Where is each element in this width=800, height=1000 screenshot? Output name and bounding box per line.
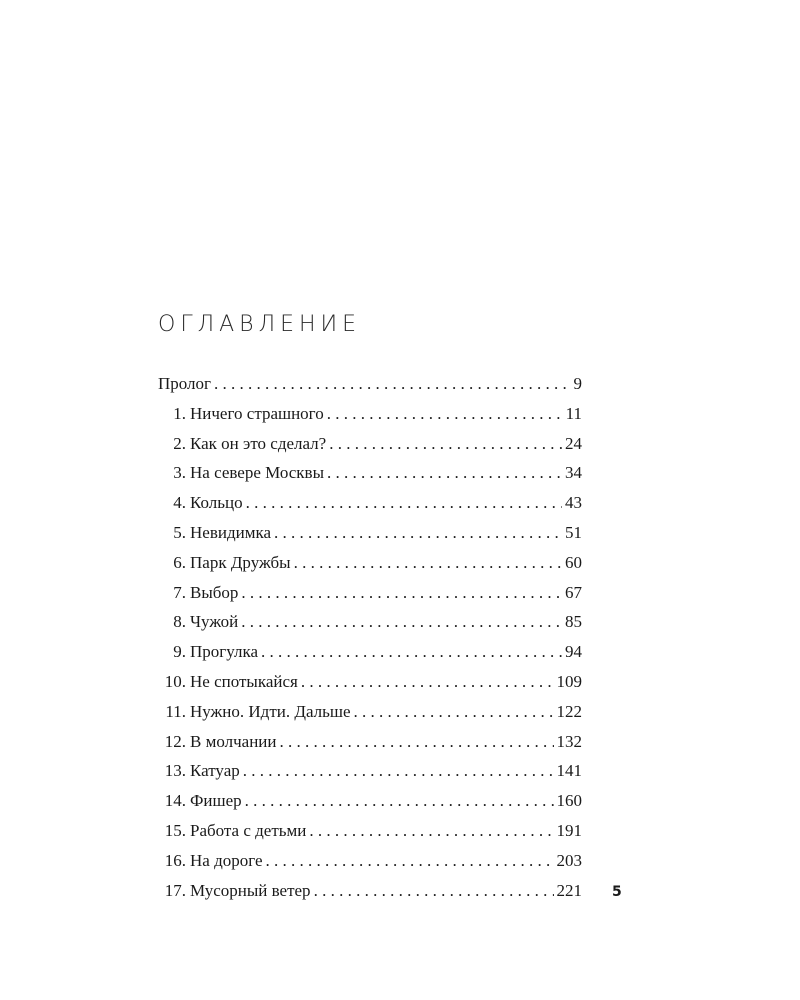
toc-entry-page: 9	[573, 374, 582, 393]
toc-entry	[158, 667, 582, 697]
toc-entry	[158, 369, 582, 399]
toc-entry-page: 51	[565, 522, 582, 542]
dot-leader	[214, 369, 570, 399]
toc-entry-page: 67	[565, 582, 582, 602]
toc-entry-page: 94	[565, 642, 582, 662]
toc-entry-page: 11	[565, 403, 582, 423]
dot-leader	[266, 846, 554, 876]
dot-leader	[243, 756, 554, 786]
toc-entry-title: Парк Дружбы	[190, 552, 291, 572]
toc-entry-number: 14.	[164, 791, 186, 811]
toc-entry-title: В молчании	[190, 731, 277, 751]
toc-entry	[158, 816, 582, 846]
toc-entry-number: 9.	[173, 642, 186, 662]
toc-entry-number: 7.	[173, 582, 186, 602]
toc-entry-page: 24	[565, 433, 582, 453]
toc-entry-title: Чужой	[190, 612, 239, 632]
dot-leader	[261, 637, 562, 667]
dot-leader	[294, 548, 562, 578]
toc-entry-title: Кольцо	[190, 493, 243, 513]
toc-entry-page: 160	[556, 791, 582, 811]
dot-leader	[245, 786, 554, 816]
toc-entry-number: 8.	[173, 612, 186, 632]
toc-entry	[158, 607, 582, 637]
toc-entry	[158, 399, 582, 429]
toc-entry	[158, 637, 582, 667]
dot-leader	[314, 876, 554, 906]
toc-entry-number: 16.	[164, 850, 186, 870]
dot-leader	[241, 607, 562, 637]
toc-entry-title: Мусорный ветер	[190, 880, 311, 900]
toc-entry-title: На дороге	[190, 850, 263, 870]
dot-leader	[329, 429, 562, 459]
toc-entry	[158, 488, 582, 518]
dot-leader	[354, 697, 554, 727]
toc-entry-page: 109	[556, 671, 582, 691]
toc-entry-title: Прогулка	[190, 642, 259, 662]
dot-leader	[274, 518, 562, 548]
toc-entry-title: Ничего страшного	[190, 403, 324, 423]
toc-entry	[158, 578, 582, 608]
toc-entry	[158, 518, 582, 548]
toc-entry	[158, 458, 582, 488]
toc-entry-title: Пролог	[158, 374, 212, 393]
toc-entry-number: 12.	[164, 731, 186, 751]
toc-entry-number: 3.	[173, 463, 186, 483]
toc-entry-title: Не спотыкайся	[190, 671, 298, 691]
dot-leader	[309, 816, 553, 846]
toc-entry	[158, 786, 582, 816]
toc-entry	[158, 756, 582, 786]
toc-entry	[158, 727, 582, 757]
toc-entry-title: Фишер	[190, 791, 242, 811]
toc-entry-number: 11.	[165, 701, 186, 721]
toc-entry	[158, 548, 582, 578]
dot-leader	[327, 458, 562, 488]
dot-leader	[327, 399, 563, 429]
toc-entry-number: 15.	[164, 820, 186, 840]
toc-entry-page: 191	[556, 820, 582, 840]
toc-entry-title: На севере Москвы	[190, 463, 325, 483]
toc-entry	[158, 846, 582, 876]
toc-entry-page: 60	[565, 552, 582, 572]
toc-list	[158, 369, 582, 905]
toc-entry-number: 13.	[164, 761, 186, 781]
toc-entry-title: Выбор	[190, 582, 239, 602]
toc-entry-page: 34	[565, 463, 582, 483]
dot-leader	[301, 667, 554, 697]
page-number: 5	[612, 884, 622, 900]
toc-heading: ОГЛАВЛЕНИЕ	[158, 312, 362, 337]
toc-entry-page: 221	[556, 880, 582, 900]
toc-entry-page: 203	[556, 850, 582, 870]
dot-leader	[241, 578, 562, 608]
toc-entry-number: 4.	[173, 493, 186, 513]
toc-entry	[158, 429, 582, 459]
toc-entry-number: 5.	[173, 522, 186, 542]
toc-entry-number: 6.	[173, 552, 186, 572]
toc-entry-number: 2.	[173, 433, 186, 453]
toc-entry-number: 1.	[173, 403, 186, 423]
toc-entry-number: 17.	[164, 880, 186, 900]
toc-entry-title: Катуар	[190, 761, 240, 781]
toc-entry-title: Нужно. Идти. Дальше	[190, 701, 351, 721]
dot-leader	[246, 488, 562, 518]
toc-entry	[158, 876, 582, 906]
toc-entry-title: Работа с детьми	[190, 820, 307, 840]
toc-entry-title: Как он это сделал?	[190, 433, 327, 453]
toc-entry-page: 141	[556, 761, 582, 781]
toc-entry-page: 132	[556, 731, 582, 751]
dot-leader	[280, 727, 554, 757]
toc-entry-page: 122	[556, 701, 582, 721]
toc-entry	[158, 697, 582, 727]
toc-entry-title: Невидимка	[190, 522, 271, 542]
toc-entry-number: 10.	[164, 671, 186, 691]
toc-entry-page: 43	[565, 493, 582, 513]
toc-entry-page: 85	[565, 612, 582, 632]
